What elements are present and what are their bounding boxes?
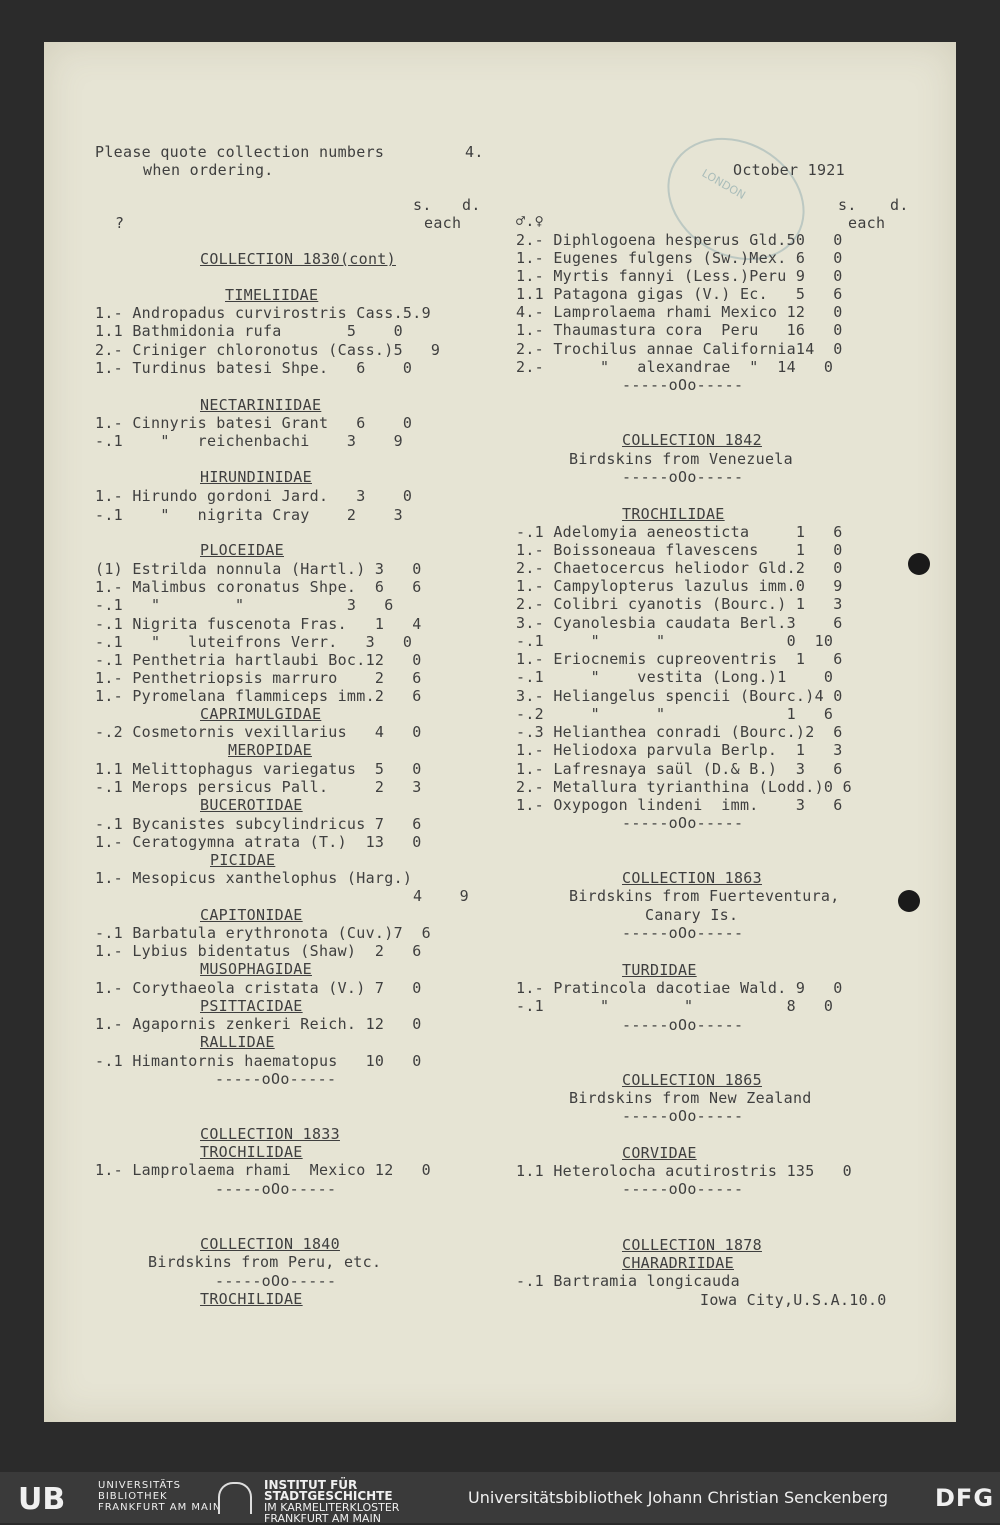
- left-line: 1.- Malimbus coronatus Shpe. 6 6: [95, 578, 422, 596]
- left-line: PLOCEIDAE: [200, 541, 284, 559]
- left-line: TIMELIIDAE: [225, 286, 319, 304]
- right-line: 1.- Eugenes fulgens (Sw.)Mex. 6 0: [516, 249, 843, 267]
- right-line: 1.- Myrtis fannyi (Less.)Peru 9 0: [516, 267, 843, 285]
- right-line: 4.- Lamprolaema rhami Mexico 12 0: [516, 303, 843, 321]
- right-line: 1.- Campylopterus lazulus imm.0 9: [516, 577, 843, 595]
- page-number: 4.: [465, 143, 484, 161]
- left-line: 1.1 Bathmidonia rufa 5 0: [95, 322, 403, 340]
- right-line: Birdskins from Fuerteventura,: [569, 887, 840, 905]
- isg-title: INSTITUT FÜR STADTGESCHICHTE: [264, 1478, 393, 1503]
- left-line: COLLECTION 1830(cont): [200, 250, 396, 268]
- right-line: -.1 " vestita (Long.)1 0: [516, 668, 834, 686]
- left-line: -----oOo-----: [215, 1180, 337, 1198]
- right-line: -.1 " " 0 10: [516, 632, 834, 650]
- right-line: -----oOo-----: [622, 1016, 744, 1034]
- dfg-logo: DFG: [935, 1484, 995, 1512]
- quote-line-1: Please quote collection numbers: [95, 143, 385, 161]
- left-line: -----oOo-----: [215, 1070, 337, 1088]
- right-line: -.1 Bartramia longicauda: [516, 1272, 740, 1290]
- left-line: PSITTACIDAE: [200, 997, 303, 1015]
- right-line: COLLECTION 1878: [622, 1236, 762, 1254]
- right-line: -.1 Adelomyia aeneosticta 1 6: [516, 523, 843, 541]
- sex-column-left: ?: [115, 214, 125, 232]
- ub-logo: UB: [18, 1482, 66, 1517]
- right-line: 2.- Colibri cyanotis (Bourc.) 1 3: [516, 595, 843, 613]
- left-line: -.2 Cosmetornis vexillarius 4 0: [95, 723, 422, 741]
- column-each-right: each: [848, 214, 886, 232]
- column-s-right: s.: [838, 196, 857, 214]
- right-line: 1.1 Patagona gigas (V.) Ec. 5 6: [516, 285, 843, 303]
- right-line: 2.- " alexandrae " 14 0: [516, 358, 834, 376]
- left-line: BUCEROTIDAE: [200, 796, 303, 814]
- left-line: 1.- Cinnyris batesi Grant 6 0: [95, 414, 413, 432]
- left-line: CAPRIMULGIDAE: [200, 705, 322, 723]
- left-line: 4 9: [413, 887, 469, 905]
- right-line: COLLECTION 1863: [622, 869, 762, 887]
- left-line: PICIDAE: [210, 851, 276, 869]
- right-line: TROCHILIDAE: [622, 505, 725, 523]
- right-line: COLLECTION 1865: [622, 1071, 762, 1089]
- column-s-left: s.: [413, 196, 432, 214]
- right-line: TURDIDAE: [622, 961, 697, 979]
- right-line: 1.- Oxypogon lindeni imm. 3 6: [516, 796, 843, 814]
- column-d-left: d.: [462, 196, 481, 214]
- right-line: -----oOo-----: [622, 376, 744, 394]
- quote-line-2: when ordering.: [143, 161, 274, 179]
- left-line: 1.- Lybius bidentatus (Shaw) 2 6: [95, 942, 422, 960]
- right-line: Iowa City,U.S.A.10.0: [700, 1291, 887, 1309]
- left-line: -.1 Barbatula erythronota (Cuv.)7 6: [95, 924, 431, 942]
- isg-subtitle: IM KARMELITERKLOSTER FRANKFURT AM MAIN: [264, 1501, 400, 1525]
- left-line: -.1 Himantornis haematopus 10 0: [95, 1052, 422, 1070]
- right-line: 1.- Thaumastura cora Peru 16 0: [516, 321, 843, 339]
- right-line: -----oOo-----: [622, 468, 744, 486]
- left-line: TROCHILIDAE: [200, 1143, 303, 1161]
- left-line: TROCHILIDAE: [200, 1290, 303, 1308]
- left-line: COLLECTION 1833: [200, 1125, 340, 1143]
- right-line: 1.- Eriocnemis cupreoventris 1 6: [516, 650, 843, 668]
- right-line: 1.- Boissoneaua flavescens 1 0: [516, 541, 843, 559]
- right-line: 2.- Chaetocercus heliodor Gld.2 0: [516, 559, 843, 577]
- left-line: 1.- Mesopicus xanthelophus (Harg.): [95, 869, 413, 887]
- left-line: -.1 Nigrita fuscenota Fras. 1 4: [95, 615, 422, 633]
- left-line: RALLIDAE: [200, 1033, 275, 1051]
- left-line: -.1 Penthetria hartlaubi Boc.12 0: [95, 651, 422, 669]
- left-line: MUSOPHAGIDAE: [200, 960, 312, 978]
- punch-hole: [908, 553, 930, 575]
- right-line: 3.- Heliangelus spencii (Bourc.)4 0: [516, 687, 843, 705]
- stamp-text: LONDON: [699, 166, 748, 202]
- right-line: Canary Is.: [645, 906, 739, 924]
- document-date: October 1921: [733, 161, 845, 179]
- left-line: 1.- Hirundo gordoni Jard. 3 0: [95, 487, 413, 505]
- left-line: NECTARINIIDAE: [200, 396, 322, 414]
- right-line: -----oOo-----: [622, 814, 744, 832]
- left-line: 1.- Corythaeola cristata (V.) 7 0: [95, 979, 422, 997]
- left-line: 2.- Criniger chloronotus (Cass.)5 9: [95, 341, 441, 359]
- isg-logo-text: [264, 1480, 399, 1524]
- right-line: 2.- Metallura tyrianthina (Lodd.)0 6: [516, 778, 852, 796]
- left-line: Birdskins from Peru, etc.: [148, 1253, 382, 1271]
- right-line: 2.- Diphlogoena hesperus Gld.50 0: [516, 231, 843, 249]
- left-line: 1.- Agapornis zenkeri Reich. 12 0: [95, 1015, 422, 1033]
- left-line: -----oOo-----: [215, 1272, 337, 1290]
- right-line: 1.1 Heterolocha acutirostris 135 0: [516, 1162, 852, 1180]
- column-d-right: d.: [890, 196, 909, 214]
- left-line: 1.- Andropadus curvirostris Cass.5.9: [95, 304, 431, 322]
- left-line: -.1 " luteifrons Verr. 3 0: [95, 633, 413, 651]
- left-line: -.1 " reichenbachi 3 9: [95, 432, 403, 450]
- right-line: Birdskins from New Zealand: [569, 1089, 812, 1107]
- left-line: CAPITONIDAE: [200, 906, 303, 924]
- left-line: -.1 Bycanistes subcylindricus 7 6: [95, 815, 422, 833]
- right-line: -.3 Helianthea conradi (Bourc.)2 6: [516, 723, 843, 741]
- sex-column-right: ♂.♀: [516, 212, 544, 230]
- left-line: MEROPIDAE: [228, 741, 312, 759]
- right-line: 1.- Heliodoxa parvula Berlp. 1 3: [516, 741, 843, 759]
- ub-logo-text: UNIVERSITÄTS BIBLIOTHEK FRANKFURT AM MAIN: [98, 1480, 222, 1513]
- left-line: 1.- Penthetriopsis marruro 2 6: [95, 669, 422, 687]
- left-line: 1.- Ceratogymna atrata (T.) 13 0: [95, 833, 422, 851]
- right-line: 1.- Lafresnaya saül (D.& B.) 3 6: [516, 760, 843, 778]
- right-line: CHARADRIIDAE: [622, 1254, 734, 1272]
- footer-bar: [0, 1472, 1000, 1523]
- right-line: COLLECTION 1842: [622, 431, 762, 449]
- right-line: CORVIDAE: [622, 1144, 697, 1162]
- left-line: HIRUNDINIDAE: [200, 468, 312, 486]
- left-line: -.1 Merops persicus Pall. 2 3: [95, 778, 422, 796]
- left-line: -.1 " nigrita Cray 2 3: [95, 506, 403, 524]
- arch-icon: [218, 1482, 252, 1514]
- right-line: -.1 " " 8 0: [516, 997, 834, 1015]
- left-line: 1.- Turdinus batesi Shpe. 6 0: [95, 359, 413, 377]
- right-line: 2.- Trochilus annae California14 0: [516, 340, 843, 358]
- punch-hole: [898, 890, 920, 912]
- left-line: -.1 " " 3 6: [95, 596, 394, 614]
- right-line: -.2 " " 1 6: [516, 705, 834, 723]
- right-line: 1.- Pratincola dacotiae Wald. 9 0: [516, 979, 843, 997]
- right-line: Birdskins from Venezuela: [569, 450, 793, 468]
- right-line: -----oOo-----: [622, 924, 744, 942]
- footer-institution: Universitätsbibliothek Johann Christian Senckenberg: [468, 1488, 889, 1507]
- left-line: (1) Estrilda nonnula (Hartl.) 3 0: [95, 560, 422, 578]
- left-line: 1.- Pyromelana flammiceps imm.2 6: [95, 687, 422, 705]
- left-line: COLLECTION 1840: [200, 1235, 340, 1253]
- left-line: 1.- Lamprolaema rhami Mexico 12 0: [95, 1161, 431, 1179]
- right-line: 3.- Cyanolesbia caudata Berl.3 6: [516, 614, 843, 632]
- column-each-left: each: [424, 214, 462, 232]
- left-line: 1.1 Melittophagus variegatus 5 0: [95, 760, 422, 778]
- right-line: -----oOo-----: [622, 1180, 744, 1198]
- right-line: -----oOo-----: [622, 1107, 744, 1125]
